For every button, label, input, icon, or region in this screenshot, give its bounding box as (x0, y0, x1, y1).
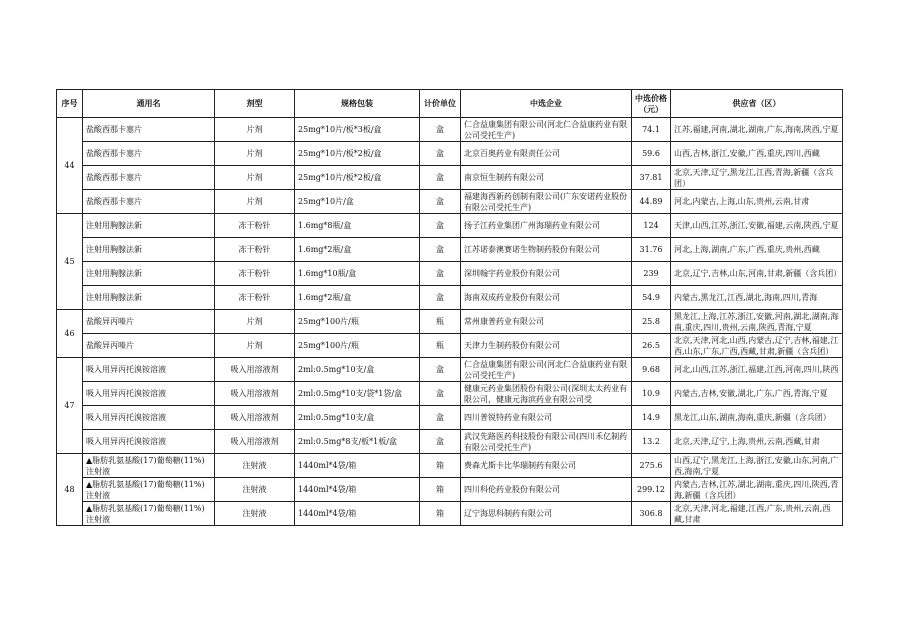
price-cell: 275.6 (632, 454, 671, 478)
table-row (57, 358, 843, 382)
unit-cell: 盒 (420, 286, 461, 310)
unit-cell: 瓶 (420, 334, 461, 358)
company-cell: 四川科伦药业股份有限公司 (461, 478, 632, 502)
province-cell: 内蒙古,吉林,江苏,湖北,湖南,重庆,四川,陕西,青海,新疆（含兵团） (671, 478, 843, 502)
table-row (57, 118, 843, 142)
unit-cell: 箱 (420, 454, 461, 478)
generic-cell: 盐酸西那卡塞片 (83, 142, 215, 166)
generic-cell: 注射用胸腺法新 (83, 214, 215, 238)
form-cell: 片剂 (215, 334, 295, 358)
form-cell: 冻干粉针 (215, 286, 295, 310)
form-cell: 注射液 (215, 478, 295, 502)
table-row (57, 406, 843, 430)
spec-cell: 25mg*10片/盒 (295, 190, 420, 214)
table-row (57, 190, 843, 214)
form-cell: 吸入用溶液剂 (215, 430, 295, 454)
spec-cell: 1440ml*4袋/箱 (295, 502, 420, 526)
form-cell: 片剂 (215, 190, 295, 214)
generic-cell: 盐酸异丙嗪片 (83, 310, 215, 334)
spec-cell: 1440ml*4袋/箱 (295, 454, 420, 478)
header-generic-name: 通用名 (83, 90, 215, 118)
unit-cell: 盒 (420, 190, 461, 214)
price-cell: 9.68 (632, 358, 671, 382)
spec-cell: 1.6mg*10瓶/盒 (295, 262, 420, 286)
unit-cell: 盒 (420, 142, 461, 166)
company-cell: 北京百奥药业有限责任公司 (461, 142, 632, 166)
table-body (57, 118, 843, 526)
generic-cell: 注射用胸腺法新 (83, 262, 215, 286)
company-cell: 武汉先路医药科技股份有限公司(四川禾亿制药有限公司受托生产) (461, 430, 632, 454)
unit-cell: 盒 (420, 238, 461, 262)
form-cell: 冻干粉针 (215, 214, 295, 238)
generic-cell: 盐酸西那卡塞片 (83, 118, 215, 142)
generic-cell: 盐酸西那卡塞片 (83, 190, 215, 214)
generic-cell: 盐酸西那卡塞片 (83, 166, 215, 190)
province-cell: 河北,内蒙古,上海,山东,贵州,云南,甘肃 (671, 190, 843, 214)
spec-cell: 2ml:0.5mg*10支/袋*1袋/盒 (295, 382, 420, 406)
unit-cell: 盒 (420, 406, 461, 430)
spec-cell: 25mg*100片/瓶 (295, 334, 420, 358)
header-dosage-form: 剂型 (215, 90, 295, 118)
price-cell: 54.9 (632, 286, 671, 310)
form-cell: 吸入用溶液剂 (215, 382, 295, 406)
province-cell: 北京,辽宁,吉林,山东,河南,甘肃,新疆（含兵团） (671, 262, 843, 286)
header-unit: 计价单位 (420, 90, 461, 118)
form-cell: 注射液 (215, 454, 295, 478)
table-row (57, 382, 843, 406)
province-cell: 黑龙江,山东,湖南,海南,重庆,新疆（含兵团） (671, 406, 843, 430)
spec-cell: 1440ml*4袋/箱 (295, 478, 420, 502)
company-cell: 江苏诺泰澳赛诺生物制药股份有限公司 (461, 238, 632, 262)
seq-cell: 47 (57, 358, 83, 454)
unit-cell: 盒 (420, 430, 461, 454)
table-row (57, 166, 843, 190)
seq-cell: 44 (57, 118, 83, 214)
spec-cell: 1.6mg*2瓶/盒 (295, 286, 420, 310)
company-cell: 海南双成药业股份有限公司 (461, 286, 632, 310)
price-cell: 37.81 (632, 166, 671, 190)
table-row (57, 238, 843, 262)
generic-cell: 注射用胸腺法新 (83, 238, 215, 262)
spec-cell: 25mg*100片/瓶 (295, 310, 420, 334)
price-cell: 74.1 (632, 118, 671, 142)
generic-cell: ▲脂肪乳氨基酸(17)葡萄糖(11%)注射液 (83, 454, 215, 478)
province-cell: 天津,山西,江苏,浙江,安徽,福建,云南,陕西,宁夏 (671, 214, 843, 238)
company-cell: 健康元药业集团股份有限公司(深圳太太药业有限公司，健康元海滨药业有限公司受 (461, 382, 632, 406)
spec-cell: 1.6mg*2瓶/盒 (295, 238, 420, 262)
spec-cell: 2ml:0.5mg*10支/盒 (295, 358, 420, 382)
spec-cell: 1.6mg*8瓶/盒 (295, 214, 420, 238)
table-row (57, 502, 843, 526)
table-row (57, 478, 843, 502)
table-row (57, 310, 843, 334)
province-cell: 山西,辽宁,黑龙江,上海,浙江,安徽,山东,河南,广西,海南,宁夏 (671, 454, 843, 478)
unit-cell: 箱 (420, 502, 461, 526)
province-cell: 内蒙古,黑龙江,江西,湖北,海南,四川,青海 (671, 286, 843, 310)
table-row (57, 142, 843, 166)
generic-cell: 吸入用异丙托溴铵溶液 (83, 430, 215, 454)
form-cell: 吸入用溶液剂 (215, 358, 295, 382)
header-company: 中选企业 (461, 90, 632, 118)
generic-cell: ▲脂肪乳氨基酸(17)葡萄糖(11%)注射液 (83, 478, 215, 502)
generic-cell: 吸入用异丙托溴铵溶液 (83, 406, 215, 430)
price-cell: 13.2 (632, 430, 671, 454)
province-cell: 河北,上海,湖南,广东,广西,重庆,贵州,西藏 (671, 238, 843, 262)
unit-cell: 箱 (420, 478, 461, 502)
price-cell: 26.5 (632, 334, 671, 358)
province-cell: 北京,天津,辽宁,黑龙江,江西,青海,新疆（含兵团） (671, 166, 843, 190)
spec-cell: 25mg*10片/板*2板/盒 (295, 166, 420, 190)
price-cell: 239 (632, 262, 671, 286)
seq-cell: 45 (57, 214, 83, 310)
company-cell: 天津力生制药股份有限公司 (461, 334, 632, 358)
form-cell: 吸入用溶液剂 (215, 406, 295, 430)
unit-cell: 瓶 (420, 310, 461, 334)
spec-cell: 25mg*10片/板*2板/盒 (295, 142, 420, 166)
form-cell: 片剂 (215, 310, 295, 334)
company-cell: 仁合益康集团有限公司(河北仁合益康药业有限公司受托生产) (461, 118, 632, 142)
company-cell: 辽宁海思科制药有限公司 (461, 502, 632, 526)
unit-cell: 盒 (420, 214, 461, 238)
price-cell: 14.9 (632, 406, 671, 430)
table-row (57, 334, 843, 358)
unit-cell: 盒 (420, 118, 461, 142)
price-cell: 10.9 (632, 382, 671, 406)
spec-cell: 25mg*10片/板*3板/盒 (295, 118, 420, 142)
form-cell: 注射液 (215, 502, 295, 526)
company-cell: 深圳翰宇药业股份有限公司 (461, 262, 632, 286)
unit-cell: 盒 (420, 262, 461, 286)
price-cell: 25.8 (632, 310, 671, 334)
province-cell: 山西,吉林,浙江,安徽,广西,重庆,四川,西藏 (671, 142, 843, 166)
generic-cell: 盐酸异丙嗪片 (83, 334, 215, 358)
table-row (57, 214, 843, 238)
header-province: 供应省（区） (671, 90, 843, 118)
company-cell: 四川普锐特药业有限公司 (461, 406, 632, 430)
generic-cell: 吸入用异丙托溴铵溶液 (83, 358, 215, 382)
price-cell: 31.76 (632, 238, 671, 262)
company-cell: 扬子江药业集团广州海瑞药业有限公司 (461, 214, 632, 238)
unit-cell: 盒 (420, 382, 461, 406)
company-cell: 福建海西新药创制有限公司(广东安诺药业股份有限公司受托生产) (461, 190, 632, 214)
company-cell: 南京恒生制药有限公司 (461, 166, 632, 190)
province-cell: 内蒙古,吉林,安徽,湖北,广东,广西,青海,宁夏 (671, 382, 843, 406)
unit-cell: 盒 (420, 166, 461, 190)
header-spec: 规格包装 (295, 90, 420, 118)
province-cell: 北京,天津,辽宁,上海,贵州,云南,西藏,甘肃 (671, 430, 843, 454)
procurement-table (56, 89, 843, 526)
table-row (57, 262, 843, 286)
generic-cell: 注射用胸腺法新 (83, 286, 215, 310)
table-row (57, 286, 843, 310)
generic-cell: 吸入用异丙托溴铵溶液 (83, 382, 215, 406)
company-cell: 仁合益康集团有限公司(河北仁合益康药业有限公司受托生产) (461, 358, 632, 382)
province-cell: 北京,天津,河北,福建,江西,广东,贵州,云南,西藏,甘肃 (671, 502, 843, 526)
form-cell: 片剂 (215, 118, 295, 142)
seq-cell: 46 (57, 310, 83, 358)
form-cell: 片剂 (215, 142, 295, 166)
province-cell: 黑龙江,上海,江苏,浙江,安徽,河南,湖北,湖南,海南,重庆,四川,贵州,云南,陕西,青海,宁夏 (671, 310, 843, 334)
header-row (57, 90, 843, 118)
company-cell: 费森尤斯卡比华瑞制药有限公司 (461, 454, 632, 478)
generic-cell: ▲脂肪乳氨基酸(17)葡萄糖(11%)注射液 (83, 502, 215, 526)
spec-cell: 2ml:0.5mg*10支/盒 (295, 406, 420, 430)
price-cell: 44.89 (632, 190, 671, 214)
province-cell: 北京,天津,河北,山西,内蒙古,辽宁,吉林,福建,江西,山东,广东,广西,西藏,甘肃,新疆（含兵团） (671, 334, 843, 358)
form-cell: 冻干粉针 (215, 238, 295, 262)
spec-cell: 2ml:0.5mg*8支/板*1板/盒 (295, 430, 420, 454)
unit-cell: 盒 (420, 358, 461, 382)
form-cell: 冻干粉针 (215, 262, 295, 286)
form-cell: 片剂 (215, 166, 295, 190)
province-cell: 河北,山西,江苏,浙江,福建,江西,河南,四川,陕西 (671, 358, 843, 382)
header-seq: 序号 (57, 90, 83, 118)
table-row (57, 430, 843, 454)
price-cell: 124 (632, 214, 671, 238)
company-cell: 常州康普药业有限公司 (461, 310, 632, 334)
price-cell: 59.6 (632, 142, 671, 166)
table-row (57, 454, 843, 478)
price-cell: 306.8 (632, 502, 671, 526)
seq-cell: 48 (57, 454, 83, 526)
price-cell: 299.12 (632, 478, 671, 502)
header-price: 中选价格（元） (632, 90, 671, 118)
province-cell: 江苏,福建,河南,湖北,湖南,广东,海南,陕西,宁夏 (671, 118, 843, 142)
